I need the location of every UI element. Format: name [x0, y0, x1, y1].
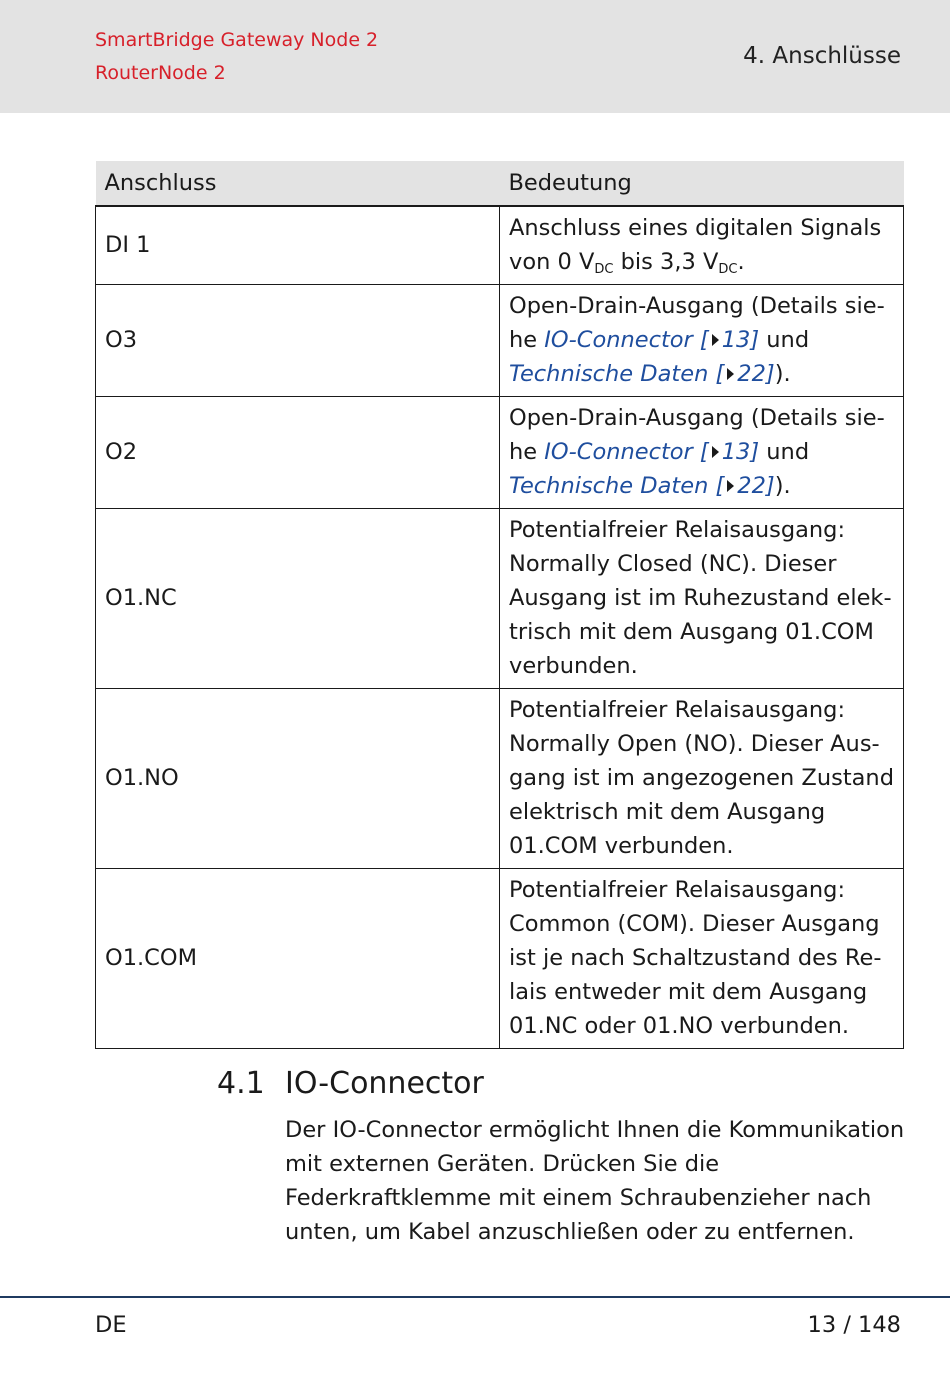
- table-row: [96, 868, 904, 1048]
- page-arrow-icon: [727, 480, 734, 492]
- row-name: O2: [96, 396, 500, 508]
- page-arrow-icon: [727, 368, 734, 380]
- section-number: 4.1: [217, 1066, 265, 1101]
- chapter-title: 4. Anschlüsse: [743, 43, 901, 69]
- product-variant: RouterNode 2: [95, 62, 226, 84]
- column-header-anschluss: Anschluss: [96, 161, 500, 206]
- footer-divider: [0, 1296, 950, 1298]
- table-row: [96, 206, 904, 284]
- page-header: [0, 0, 950, 113]
- row-name: O3: [96, 284, 500, 396]
- row-description: Potentialfreier Relaisausgang: Normally Closed (NC). Dieser Ausgang ist im Ruhezustand elektrisch mit dem Ausgang 01.COM verbunden.: [500, 508, 904, 688]
- row-description: Potentialfreier Relaisausgang: Common (COM). Dieser Ausgang ist je nach Schaltzustand des Relais entweder mit dem Ausgang 01.NC oder 01.NO verbunden.: [500, 868, 904, 1048]
- page-number: 13 / 148: [807, 1312, 901, 1338]
- row-description: Anschluss eines digitalen Signals von 0 $V_{DC}$ bis 3,3 $V_{DC}$.: [500, 206, 904, 284]
- table-header-row: [96, 161, 904, 206]
- io-connector-link[interactable]: IO-Connector [ 13]: [544, 327, 760, 353]
- row-name: DI 1: [96, 206, 500, 284]
- connection-table: [95, 161, 904, 1049]
- io-connector-link[interactable]: IO-Connector [ 13]: [544, 439, 760, 465]
- technische-daten-link[interactable]: Technische Daten [ 22]: [509, 361, 775, 387]
- table-row: [96, 396, 904, 508]
- row-description: Open-Drain-Ausgang (Details siehe IO-Connector [ 13] und Technische Daten [ 22]).: [500, 284, 904, 396]
- row-name: O1.NC: [96, 508, 500, 688]
- technische-daten-link[interactable]: Technische Daten [ 22]: [509, 473, 775, 499]
- row-name: O1.NO: [96, 688, 500, 868]
- section-body: Der IO-Connector ermöglicht Ihnen die Kommunikation mit externen Geräten. Drücken Sie die Federkraftklemme mit einem Schraubenzieher nach unten, um Kabel anzuschließen oder zu entfernen.: [285, 1117, 905, 1245]
- footer-language: DE: [95, 1312, 127, 1338]
- table-row: [96, 688, 904, 868]
- row-description: Open-Drain-Ausgang (Details siehe IO-Connector [ 13] und Technische Daten [ 22]).: [500, 396, 904, 508]
- page-arrow-icon: [712, 446, 719, 458]
- page-arrow-icon: [712, 334, 719, 346]
- column-header-bedeutung: Bedeutung: [500, 161, 904, 206]
- table-row: [96, 508, 904, 688]
- product-name: SmartBridge Gateway Node 2: [95, 29, 379, 51]
- row-description: Potentialfreier Relaisausgang: Normally Open (NO). Dieser Ausgang ist im angezogenen Zustand elektrisch mit dem Ausgang 01.COM verbunden.: [500, 688, 904, 868]
- table-row: [96, 284, 904, 396]
- section-title: IO-Connector: [285, 1066, 484, 1101]
- row-name: O1.COM: [96, 868, 500, 1048]
